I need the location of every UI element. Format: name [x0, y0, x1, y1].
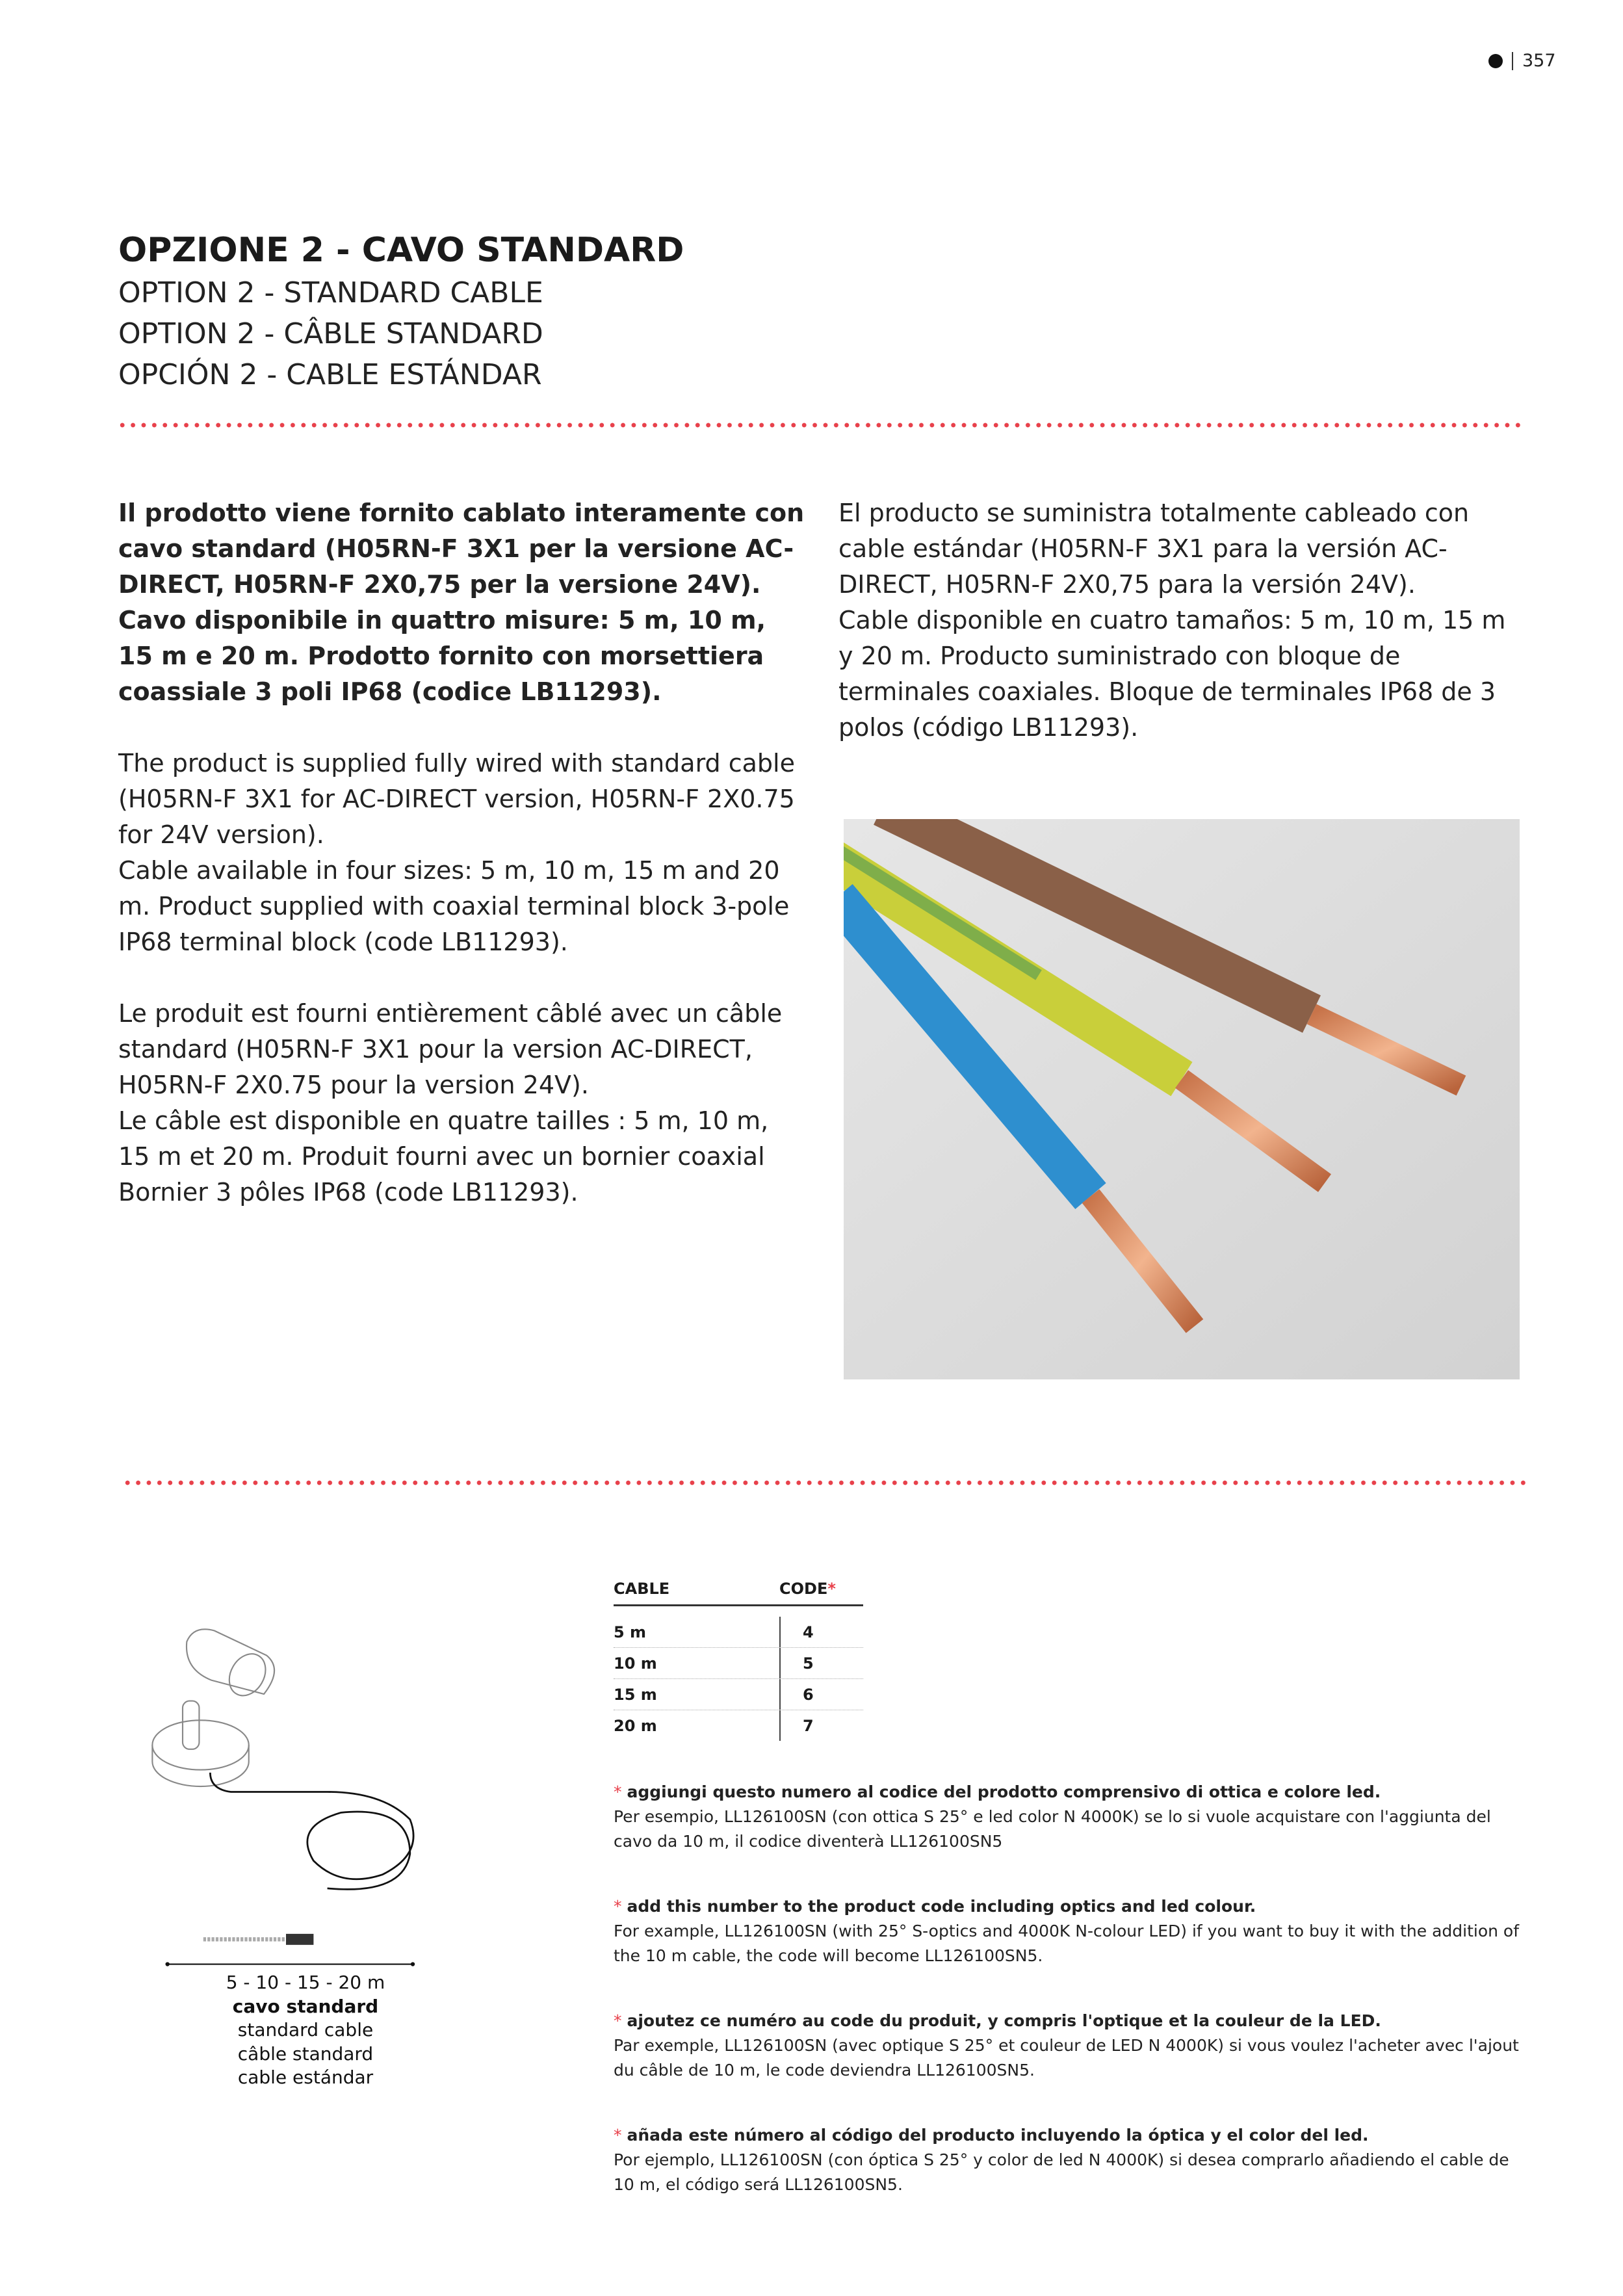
- dotted-divider: [117, 423, 1521, 428]
- subtitle-en: OPTION 2 - STANDARD CABLE: [118, 276, 543, 309]
- description-left: [118, 495, 807, 1246]
- note-title: add this number to the product code including optics and led colour.: [627, 1897, 1256, 1916]
- asterisk-icon: *: [614, 1782, 622, 1801]
- table-row: [614, 1648, 863, 1679]
- subtitle-es: OPCIÓN 2 - CABLE ESTÁNDAR: [118, 358, 542, 391]
- table-row: [614, 1710, 863, 1741]
- description-it-1: Il prodotto viene fornito cablato interamente con cavo standard (H05RN-F 3X1 per la versione AC-DIRECT, H05RN-F 2X0,75 per la versione 24V).: [118, 499, 805, 599]
- cable-cell: 10 m: [614, 1654, 657, 1673]
- note-en: [614, 1894, 1524, 1968]
- note-title: aggiungi questo numero al codice del prodotto comprensivo di ottica e colore led.: [627, 1782, 1381, 1801]
- description-it-2: Cavo disponibile in quattro misure: 5 m, 10 m, 15 m e 20 m. Prodotto fornito con morsettiera coassiale 3 poli IP68 (codice LB11293).: [118, 606, 766, 706]
- caption-lengths: 5 - 10 - 15 - 20 m: [226, 1972, 385, 1993]
- caption-fr: câble standard: [237, 2042, 374, 2065]
- bullet-icon: [1488, 54, 1503, 68]
- table-row: [614, 1679, 863, 1710]
- note-text: Par exemple, LL126100SN (avec optique S 25° et couleur de LED N 4000K) si vous voulez l'acheter avec l'ajout du câble de 10 m, le code deviendra LL126100SN5.: [614, 2036, 1519, 2080]
- caption-es: cable estándar: [237, 2067, 374, 2088]
- table-header: [614, 1573, 863, 1606]
- note-es: [614, 2123, 1524, 2197]
- description-en-2: Cable available in four sizes: 5 m, 10 m, 15 m and 20 m. Product supplied with coaxial terminal block 3-pole IP68 terminal block (code LB11293).: [118, 856, 790, 956]
- page-number: [1488, 51, 1556, 71]
- note-text: Per esempio, LL126100SN (con ottica S 25° e led color N 4000K) se lo si vuole acquistare con l'aggiunta del cavo da 10 m, il codice diventerà LL126100SN5: [614, 1807, 1491, 1851]
- note-text: Por ejemplo, LL126100SN (con óptica S 25° y color de led N 4000K) si desea comprarlo añadiendo el cable de 10 m, el código será LL126100SN5.: [614, 2150, 1509, 2194]
- dotted-divider: [122, 1480, 1526, 1485]
- description-es-1: El producto se suministra totalmente cableado con cable estándar (H05RN-F 3X1 para la versión AC-DIRECT, H05RN-F 2X0,75 para la versión 24V).: [838, 499, 1470, 599]
- note-title: ajoutez ce numéro au code du produit, y compris l'optique et la couleur de la LED.: [627, 2011, 1381, 2030]
- code-cell: 7: [779, 1710, 814, 1741]
- description-right: [838, 495, 1527, 781]
- subtitle-fr: OPTION 2 - CÂBLE STANDARD: [118, 317, 543, 350]
- code-cell: 4: [779, 1617, 814, 1647]
- spotlight-with-cable-drawing: [117, 1625, 455, 1970]
- drawing-caption: [175, 1971, 435, 2090]
- cable-cell: 5 m: [614, 1623, 647, 1641]
- cable-code-table: [614, 1573, 863, 1741]
- page-number-text: 357: [1522, 51, 1556, 71]
- description-es-2: Cable disponible en cuatro tamaños: 5 m, 10 m, 15 m y 20 m. Producto suministrado con bloque de terminales coaxiales. Bloque de terminales IP68 de 3 polos (código LB11293).: [838, 606, 1506, 742]
- code-cell: 5: [779, 1648, 814, 1678]
- divider: [1512, 52, 1513, 70]
- cable-cell: 15 m: [614, 1685, 657, 1704]
- code-cell: 6: [779, 1679, 814, 1710]
- asterisk-icon: *: [614, 1897, 622, 1916]
- header-cable: CABLE: [614, 1580, 670, 1598]
- asterisk-icon: *: [614, 2011, 622, 2030]
- page-title: OPZIONE 2 - CAVO STANDARD: [118, 231, 684, 270]
- description-fr-1: Le produit est fourni entièrement câblé avec un câble standard (H05RN-F 3X1 pour la version AC-DIRECT, H05RN-F 2X0.75 pour la version 24V).: [118, 999, 783, 1099]
- caption-en: standard cable: [237, 2019, 374, 2041]
- caption-it: cavo standard: [232, 1995, 379, 2017]
- description-fr-2: Le câble est disponible en quatre tailles : 5 m, 10 m, 15 m et 20 m. Produit fourni avec un bornier coaxial Bornier 3 pôles IP68 (code LB11293).: [118, 1106, 769, 1207]
- cable-photo: [844, 819, 1520, 1379]
- note-it: [614, 1780, 1524, 1854]
- table-row: [614, 1617, 863, 1648]
- note-fr: [614, 2009, 1524, 2083]
- code-notes: [614, 1780, 1524, 2237]
- note-title: añada este número al código del producto incluyendo la óptica y el color del led.: [627, 2126, 1369, 2145]
- header-code: [779, 1573, 836, 1604]
- description-en-1: The product is supplied fully wired with standard cable (H05RN-F 3X1 for AC-DIRECT version, H05RN-F 2X0.75 for 24V version).: [118, 749, 795, 849]
- note-text: For example, LL126100SN (with 25° S-optics and 4000K N-colour LED) if you want to buy it with the addition of the 10 m cable, the code will become LL126100SN5.: [614, 1922, 1520, 1965]
- asterisk-icon: *: [614, 2126, 622, 2145]
- asterisk-icon: *: [827, 1580, 836, 1598]
- header-code-label: CODE: [779, 1580, 828, 1598]
- cable-cell: 20 m: [614, 1716, 657, 1735]
